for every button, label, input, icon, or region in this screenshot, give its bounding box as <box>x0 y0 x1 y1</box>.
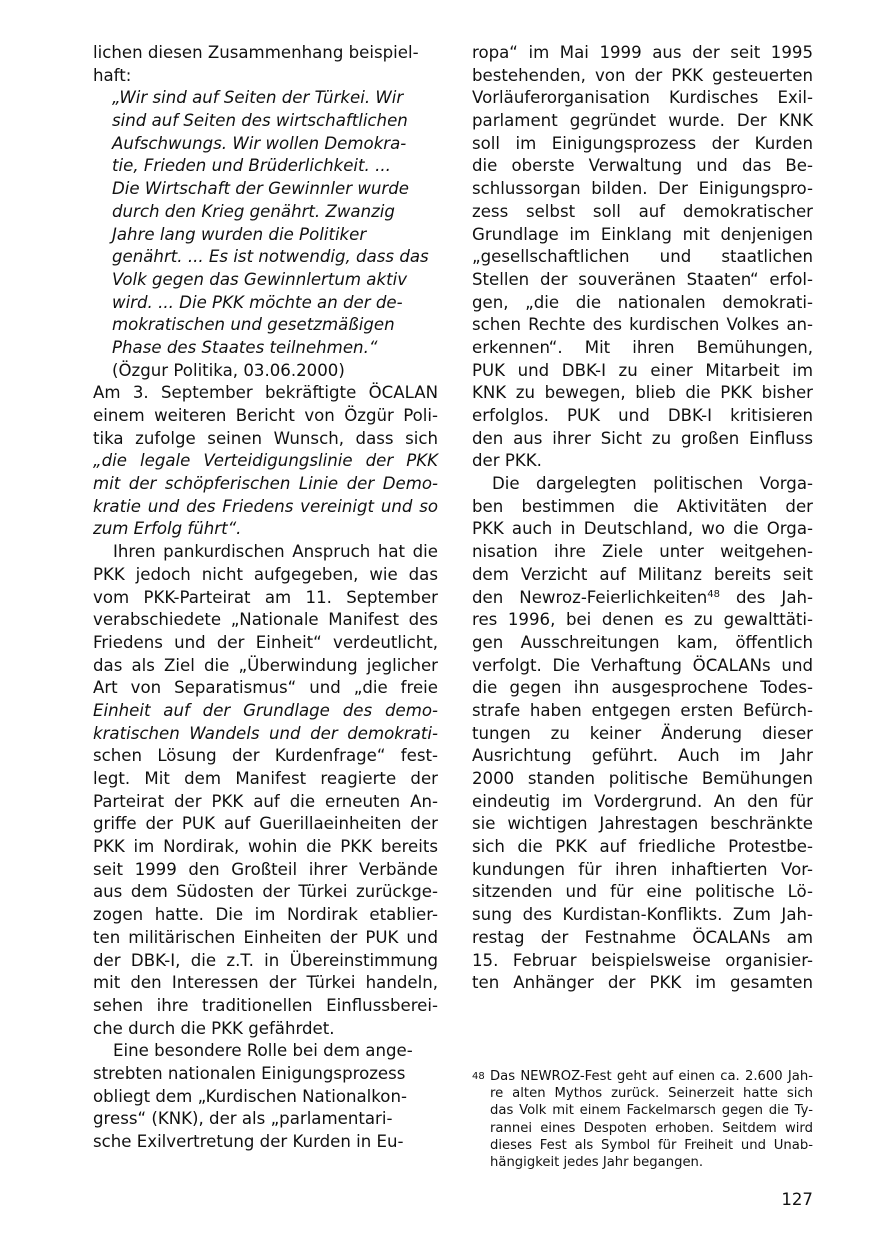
text-line: Ihren pankurdischen Anspruch hat die <box>113 542 438 562</box>
text-line: der DBK-I, die z.T. in Übereinstimmung <box>93 950 438 970</box>
text-line: PKK auch in Deutschland, wo die Orga- <box>472 519 813 539</box>
text-line: kratischen Wandels und der demokrati- <box>93 723 438 743</box>
text-line: schlussorgan bilden. Der Einigungspro- <box>472 179 813 199</box>
text-line: seit 1999 den Großteil ihrer Verbände <box>93 859 438 879</box>
text-line: Ausrichtung geführt. Auch im Jahr <box>472 746 813 766</box>
text-line: Eine besondere Rolle bei dem ange- <box>113 1041 413 1061</box>
text-line: griffe der PUK auf Guerillaeinheiten der <box>93 814 438 834</box>
text-line: sehen ihre traditionellen Einflussberei- <box>93 995 438 1015</box>
text-line: Art von Separatismus“ und „die freie <box>93 678 438 698</box>
right-column <box>472 42 813 995</box>
text-line: zogen hatte. Die im Nordirak etablier- <box>93 905 438 925</box>
text-line: Die dargelegten politischen Vorga- <box>492 474 813 494</box>
text-line: mit den Interessen der Türkei handeln, <box>93 973 438 993</box>
text-line: das Volk mit einem Fackelmarsch gegen die Ty- <box>490 1103 813 1119</box>
text-line: PKK im Nordirak, wohin die PKK bereits <box>93 837 438 857</box>
text-line: Volk gegen das Gewinnlertum aktiv <box>112 269 408 289</box>
text-line: hängigkeit jedes Jahr begangen. <box>490 1154 704 1170</box>
text-line: schen Lösung der Kurdenfrage“ fest- <box>93 746 438 766</box>
text-line: (Özgur Politika, 03.06.2000) <box>112 360 345 380</box>
text-line: obliegt dem „Kurdischen Nationalkon- <box>93 1086 407 1106</box>
text-line: sich die PKK auf friedliche Protestbe- <box>472 837 813 857</box>
text-line: Einheit auf der Grundlage des demo- <box>93 700 438 720</box>
text-line: sind auf Seiten des wirtschaftlichen <box>112 111 408 131</box>
text-line: sie wichtigen Jahrestagen beschränkte <box>472 814 813 834</box>
text-line: dem Verzicht auf Militanz bereits seit <box>472 564 813 584</box>
text-line: ropa“ im Mai 1999 aus der seit 1995 <box>472 43 813 62</box>
text-line <box>472 587 813 610</box>
text-line: gen Ausschreitungen kam, öffentlich <box>472 632 813 652</box>
text-line: Am 3. September bekräftigte ÖCALAN <box>93 383 438 403</box>
text-line: den aus ihrer Sicht zu großen Einfluss <box>472 428 813 448</box>
text-line: erfolglos. PUK und DBK-I kritisieren <box>472 406 813 425</box>
text-line: genährt. ... Es ist notwendig, dass das <box>112 247 429 267</box>
text-line: „gesellschaftlichen und staatlichen <box>472 247 813 267</box>
text-line: die oberste Verwaltung und das Be- <box>472 156 813 176</box>
text-line: gress“ (KNK), der als „parlamentari- <box>93 1109 393 1129</box>
text-line: dieses Fest als Symbol für Freiheit und Unab- <box>490 1137 813 1153</box>
page-number: 127 <box>781 1190 813 1209</box>
text-line: zess selbst soll auf demokratischer <box>472 201 813 221</box>
text-line: res 1996, bei denen es zu gewalttäti- <box>472 610 813 630</box>
text-line: aus dem Südosten der Türkei zurückge- <box>93 882 438 902</box>
text-line: das als Ziel die „Überwindung jeglicher <box>93 655 438 675</box>
text-segment: des Jah- <box>719 587 813 607</box>
text-line: 15. Februar beispielsweise organisier- <box>472 950 813 970</box>
text-line: Grundlage im Einklang mit denjenigen <box>472 224 813 244</box>
text-line: Die Wirtschaft der Gewinnler wurde <box>112 179 409 199</box>
text-segment: den Newroz-Feierlichkeiten <box>472 587 708 607</box>
text-line: mokratischen und gesetzmäßigen <box>112 315 395 335</box>
text-line: PUK und DBK-I zu einer Mitarbeit im <box>472 360 813 380</box>
text-line: Aufschwungs. Wir wollen Demokra- <box>112 133 407 153</box>
text-line: wird. ... Die PKK möchte an der de- <box>112 292 403 312</box>
text-line: re alten Mythos zurück. Seinerzeit hatte sich <box>490 1086 813 1102</box>
text-line: kratie und des Friedens vereinigt und so <box>93 496 438 516</box>
text-line: die gegen ihn ausgesprochene Todes- <box>472 678 813 698</box>
text-line: Vorläuferorganisation Kurdisches Exil- <box>472 88 813 108</box>
text-line: Phase des Staates teilnehmen.“ <box>112 337 378 357</box>
text-line: 2000 standen politische Bemühungen <box>472 769 813 788</box>
footnote-number: 48 <box>472 1071 485 1082</box>
text-line: Stellen der souveränen Staaten“ erfol- <box>472 269 813 289</box>
text-line: lichen diesen Zusammenhang beispiel- <box>93 43 419 62</box>
text-line: Friedens und der Einheit“ verdeutlicht, <box>93 632 438 652</box>
text-line: zum Erfolg führt“. <box>93 519 242 539</box>
text-line: Das NEWROZ-Fest geht auf einen ca. 2.600 Jah- <box>490 1069 813 1084</box>
text-line: parlament gegründet wurde. Der KNK <box>472 111 813 131</box>
text-line: gen, „die die nationalen demokrati- <box>472 292 813 312</box>
text-line: soll im Einigungsprozess der Kurden <box>472 133 813 153</box>
text-line: Parteirat der PKK auf die erneuten An- <box>93 791 438 811</box>
text-line: verfolgt. Die Verhaftung ÖCALANs und <box>472 655 813 675</box>
text-line: tie, Frieden und Brüderlichkeit. ... <box>112 156 391 176</box>
text-line: ben bestimmen die Aktivitäten der <box>472 496 813 516</box>
text-line: rannei eines Despoten erhoben. Seitdem wird <box>490 1120 813 1136</box>
text-line: KNK zu bewegen, blieb die PKK bisher <box>472 383 813 403</box>
text-line: „die legale Verteidigungslinie der PKK <box>93 451 438 471</box>
text-line: der PKK. <box>472 451 542 471</box>
text-line: sche Exilvertretung der Kurden in Eu- <box>93 1132 404 1151</box>
text-line: vom PKK-Parteirat am 11. September <box>93 587 438 607</box>
text-line: Jahre lang wurden die Politiker <box>112 224 367 244</box>
text-line: haft: <box>93 65 132 85</box>
text-line: verabschiedete „Nationale Manifest des <box>93 610 438 630</box>
footnote-reference: 48 <box>707 588 720 600</box>
text-line: ten militärischen Einheiten der PUK und <box>93 927 438 947</box>
text-line: PKK jedoch nicht aufgegeben, wie das <box>93 564 438 584</box>
text-line: „Wir sind auf Seiten der Türkei. Wir <box>112 88 404 108</box>
text-line: ten Anhänger der PKK im gesamten <box>472 973 813 993</box>
text-line: sung des Kurdistan-Konflikts. Zum Jah- <box>472 905 813 925</box>
text-line: kundungen für ihren inhaftierten Vor- <box>472 859 813 879</box>
footnote <box>472 1068 813 1171</box>
text-line: einem weiteren Bericht von Özgür Poli- <box>93 406 438 425</box>
text-line: sitzenden und für eine politische Lö- <box>472 882 813 902</box>
text-line: bestehenden, von der PKK gesteuerten <box>472 65 813 85</box>
text-line: tungen zu keiner Änderung dieser <box>472 723 813 743</box>
text-line: erkennen“. Mit ihren Bemühungen, <box>472 337 813 357</box>
text-line: restag der Festnahme ÖCALANs am <box>472 927 813 947</box>
text-line: schen Rechte des kurdischen Volkes an- <box>472 315 813 335</box>
text-line: durch den Krieg genährt. Zwanzig <box>112 201 395 221</box>
text-line: che durch die PKK gefährdet. <box>93 1018 335 1038</box>
footnote-text <box>490 1068 813 1171</box>
text-line: eindeutig im Vordergrund. An den für <box>472 791 813 811</box>
text-line: mit der schöpferischen Linie der Demo- <box>93 474 438 494</box>
text-line: tika zufolge seinen Wunsch, dass sich <box>93 428 438 448</box>
text-line: nisation ihre Ziele unter weitgehen- <box>472 542 813 562</box>
text-line: strafe haben entgegen ersten Befürch- <box>472 700 813 720</box>
text-line: strebten nationalen Einigungsprozess <box>93 1063 406 1083</box>
left-column <box>93 42 438 1154</box>
text-line: legt. Mit dem Manifest reagierte der <box>93 769 438 788</box>
